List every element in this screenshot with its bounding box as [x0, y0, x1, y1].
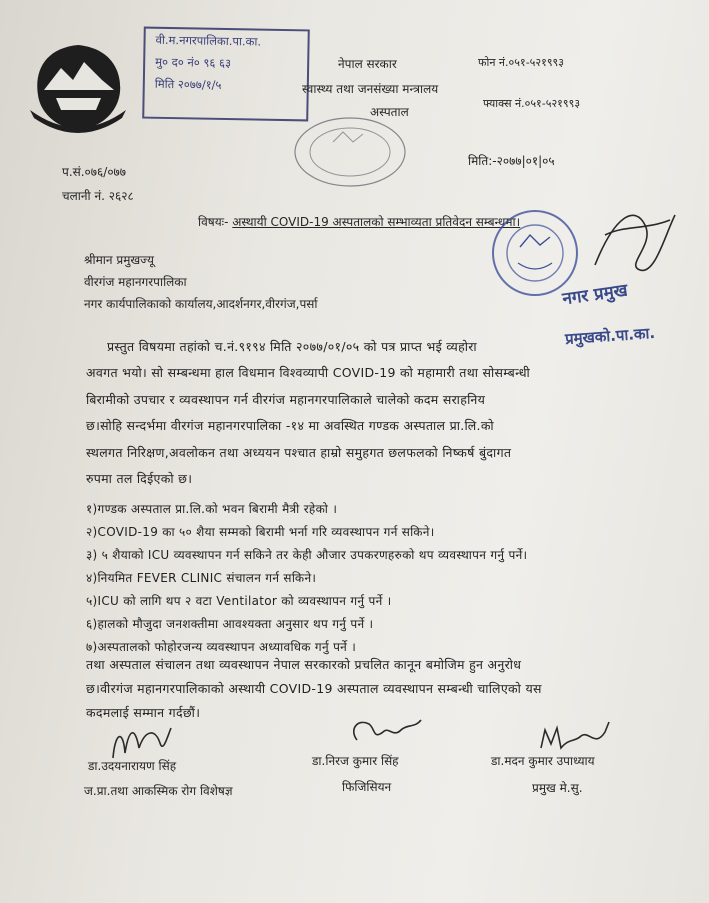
- received-stamp: [142, 27, 310, 122]
- received-rubber-stamp: प्रमुखको.पा.का.: [564, 323, 656, 349]
- mayor-rubber-stamp: नगर प्रमुख: [561, 280, 629, 310]
- subject-text: अस्थायी COVID-19 अस्पतालको सम्भाव्यता प्रतिवेदन सम्बन्धमा।: [232, 215, 521, 229]
- recipient-line-3: नगर कार्यपालिकाको कार्यालय,आदर्शनगर,वीरगंज,पर्सा: [84, 297, 318, 311]
- list-item: ४)नियमित FEVER CLINIC संचालन गर्न सकिने।: [86, 571, 317, 585]
- signatory-3-name: डा.मदन कुमार उपाध्याय: [491, 754, 595, 768]
- list-item: ७)अस्पतालको फोहोरजन्य व्यवस्थापन अध्यावधिक गर्नु पर्ने ।: [86, 640, 357, 654]
- signature-2: [345, 710, 425, 755]
- recipient-line-1: श्रीमान प्रमुखज्यू: [84, 253, 155, 267]
- recipient-line-2: वीरगंज महानगरपालिका: [84, 275, 187, 289]
- mayor-signature: [585, 195, 685, 285]
- paragraph-1-line: रुपमा तल दिईएको छ।: [86, 471, 193, 486]
- header-phone: फोन नं.०५१-५२१९९३: [478, 56, 564, 69]
- paragraph-1-line: प्रस्तुत विषयमा तहांको च.नं.९१९४ मिति २०७७/०१/०५ को पत्र प्राप्त भई व्यहोरा: [107, 339, 477, 354]
- patra-sankhya: प.सं.०७६/०७७: [62, 165, 127, 179]
- list-item: ६)हालको मौजुदा जनशक्तीमा आवश्यक्ता अनुसार थप गर्नु पर्ने ।: [86, 617, 374, 631]
- list-item: ३) ५ शैयाको ICU व्यवस्थापन गर्न सकिने तर केही औजार उपकरणहरुको थप व्यवस्थापन गर्नु पर्ने।: [86, 548, 528, 562]
- header-gov: नेपाल सरकार: [338, 57, 397, 71]
- stamp-line-1: वी.म.नगरपालिका.पा.का.: [155, 32, 262, 49]
- stamp-line-3: मिति २०७७/१/५: [154, 76, 222, 92]
- signatory-1-title: ज.प्रा.तथा आकस्मिक रोग विशेषज्ञ: [84, 784, 233, 798]
- hospital-round-stamp: [288, 112, 413, 192]
- paragraph-1-line: अवगत भयो। सो सम्बन्धमा हाल विधमान विश्वव्यापी COVID-19 को महामारी तथा सोसम्बन्धी: [86, 365, 531, 380]
- header-ministry: स्वास्थ्य तथा जनसंख्या मन्त्रालय: [302, 82, 439, 96]
- paragraph-1-line: छ।सोहि सन्दर्भमा वीरगंज महानगरपालिका -१४ मा अवस्थित गण्डक अस्पताल प्रा.लि.को: [86, 418, 494, 433]
- paragraph-2-line: छ।वीरगंज महानगरपालिकाको अस्थायी COVID-19 अस्पताल व्यवस्थापन सम्बन्धी चालिएको यस: [86, 681, 542, 696]
- letter-date: मिति:-२०७७|०१|०५: [468, 154, 555, 168]
- signatory-1-name: डा.उदयनारायण सिंह: [88, 759, 177, 773]
- government-emblem: [26, 40, 131, 135]
- header-hospital: अस्पताल: [370, 105, 409, 119]
- paragraph-1: [107, 334, 477, 360]
- list-item: २)COVID-19 का ५० शैया सम्मको बिरामी भर्ना गरि व्यवस्थापन गर्न सकिने।: [86, 525, 435, 539]
- subject-label: विषयः-: [198, 215, 229, 229]
- list-item: १)गण्डक अस्पताल प्रा.लि.को भवन बिरामी मैत्री रहेको ।: [86, 502, 338, 516]
- paragraph-2: [86, 653, 542, 725]
- chalani-number: चलानी नं. २६२८: [62, 189, 134, 203]
- paragraph-2-line: कदमलाई सम्मान गर्दछौं।: [86, 705, 201, 720]
- list-item: ५)ICU को लागि थप २ वटा Ventilator को व्यवस्थापन गर्नु पर्ने ।: [86, 594, 392, 608]
- header-fax: फ्याक्स नं.०५१-५२१९९३: [483, 97, 581, 110]
- points-list: [86, 498, 527, 659]
- paragraph-2-line: तथा अस्पताल संचालन तथा व्यवस्थापन नेपाल सरकारको प्रचलित कानून बमोजिम हुन अनुरोध: [86, 657, 522, 672]
- stamp-line-2: मु० द० नं० ९६ ६३: [155, 54, 232, 71]
- signatory-2-title: फिजिसियन: [342, 780, 392, 794]
- paragraph-1-rest: [86, 360, 530, 493]
- signatory-2-name: डा.निरज कुमार सिंह: [312, 754, 399, 768]
- paragraph-1-line: बिरामीको उपचार र व्यवस्थापन गर्न वीरगंज महानगरपालिकाले चालेको कदम सराहनिय: [86, 391, 486, 407]
- signatory-3-title: प्रमुख मे.सु.: [532, 781, 583, 795]
- paragraph-1-line: स्थलगत निरिक्षण,अवलोकन तथा अध्ययन पश्चात हाम्रो समुहगत छलफलको निष्कर्ष बुंदागत: [86, 444, 512, 460]
- subject-line: [198, 213, 520, 230]
